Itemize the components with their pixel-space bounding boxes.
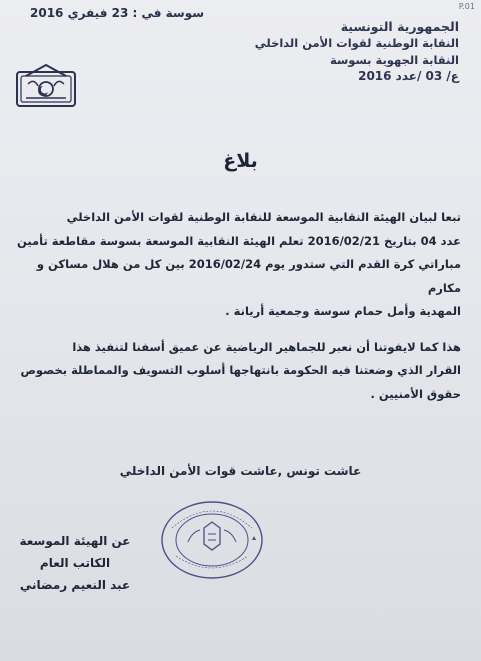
letterhead: [219, 18, 459, 85]
document-title: بلاغ: [223, 150, 258, 172]
letterhead-country: الجمهورية التونسية: [340, 19, 459, 34]
body-line: حقوق الأمنيين .: [370, 386, 461, 401]
letterhead-union: النقابة الوطنية لقوات الأمن الداخلي: [254, 36, 459, 50]
body-line: هذا كما لايفوتنا أن نعبر للجماهير الرياضية عن عميق أسفنا لتنفيذ هذا: [72, 339, 461, 354]
body-line: تبعا لبيان الهيئة النقابية الموسعة للنقابة الوطنية لقوات الأمن الداخلي: [66, 210, 461, 224]
body-line: المهدية وأمل حمام سوسة وجمعية أريانة .: [225, 304, 461, 318]
union-emblem-icon: [14, 62, 78, 110]
official-stamp-icon: [158, 498, 266, 582]
letterhead-reference: ع/ 03 /عدد 2016: [358, 69, 459, 83]
closing-slogan: عاشت تونس ,عاشت قوات الأمن الداخلي: [119, 464, 362, 478]
signature-on-behalf: عن الهيئة الموسعة: [19, 534, 131, 548]
signature-block: [10, 530, 140, 596]
signature-title: الكاتب العام: [39, 556, 111, 570]
date-line: سوسة في : 23 فيفري 2016: [30, 6, 205, 20]
body-line: عدد 04 بتاريخ 2016/02/21 تعلم الهيئة النقابية الموسعة بسوسة مقاطعة تأمين: [17, 233, 461, 248]
signature-name: عبد النعيم رمضاني: [19, 578, 131, 592]
page-code: P.01: [458, 2, 475, 11]
letterhead-regional: النقابة الجهوية بسوسة: [329, 53, 459, 67]
body-line: مباراتي كرة القدم التي ستدور يوم 2016/02/24 بين كل من هلال مساكن و مكارم: [36, 257, 461, 295]
body-line: القرار الذي وضعتنا فيه الحكومة بانتهاجها أسلوب التسويف والمماطلة بخصوص: [20, 363, 461, 377]
document-body: [14, 206, 461, 406]
